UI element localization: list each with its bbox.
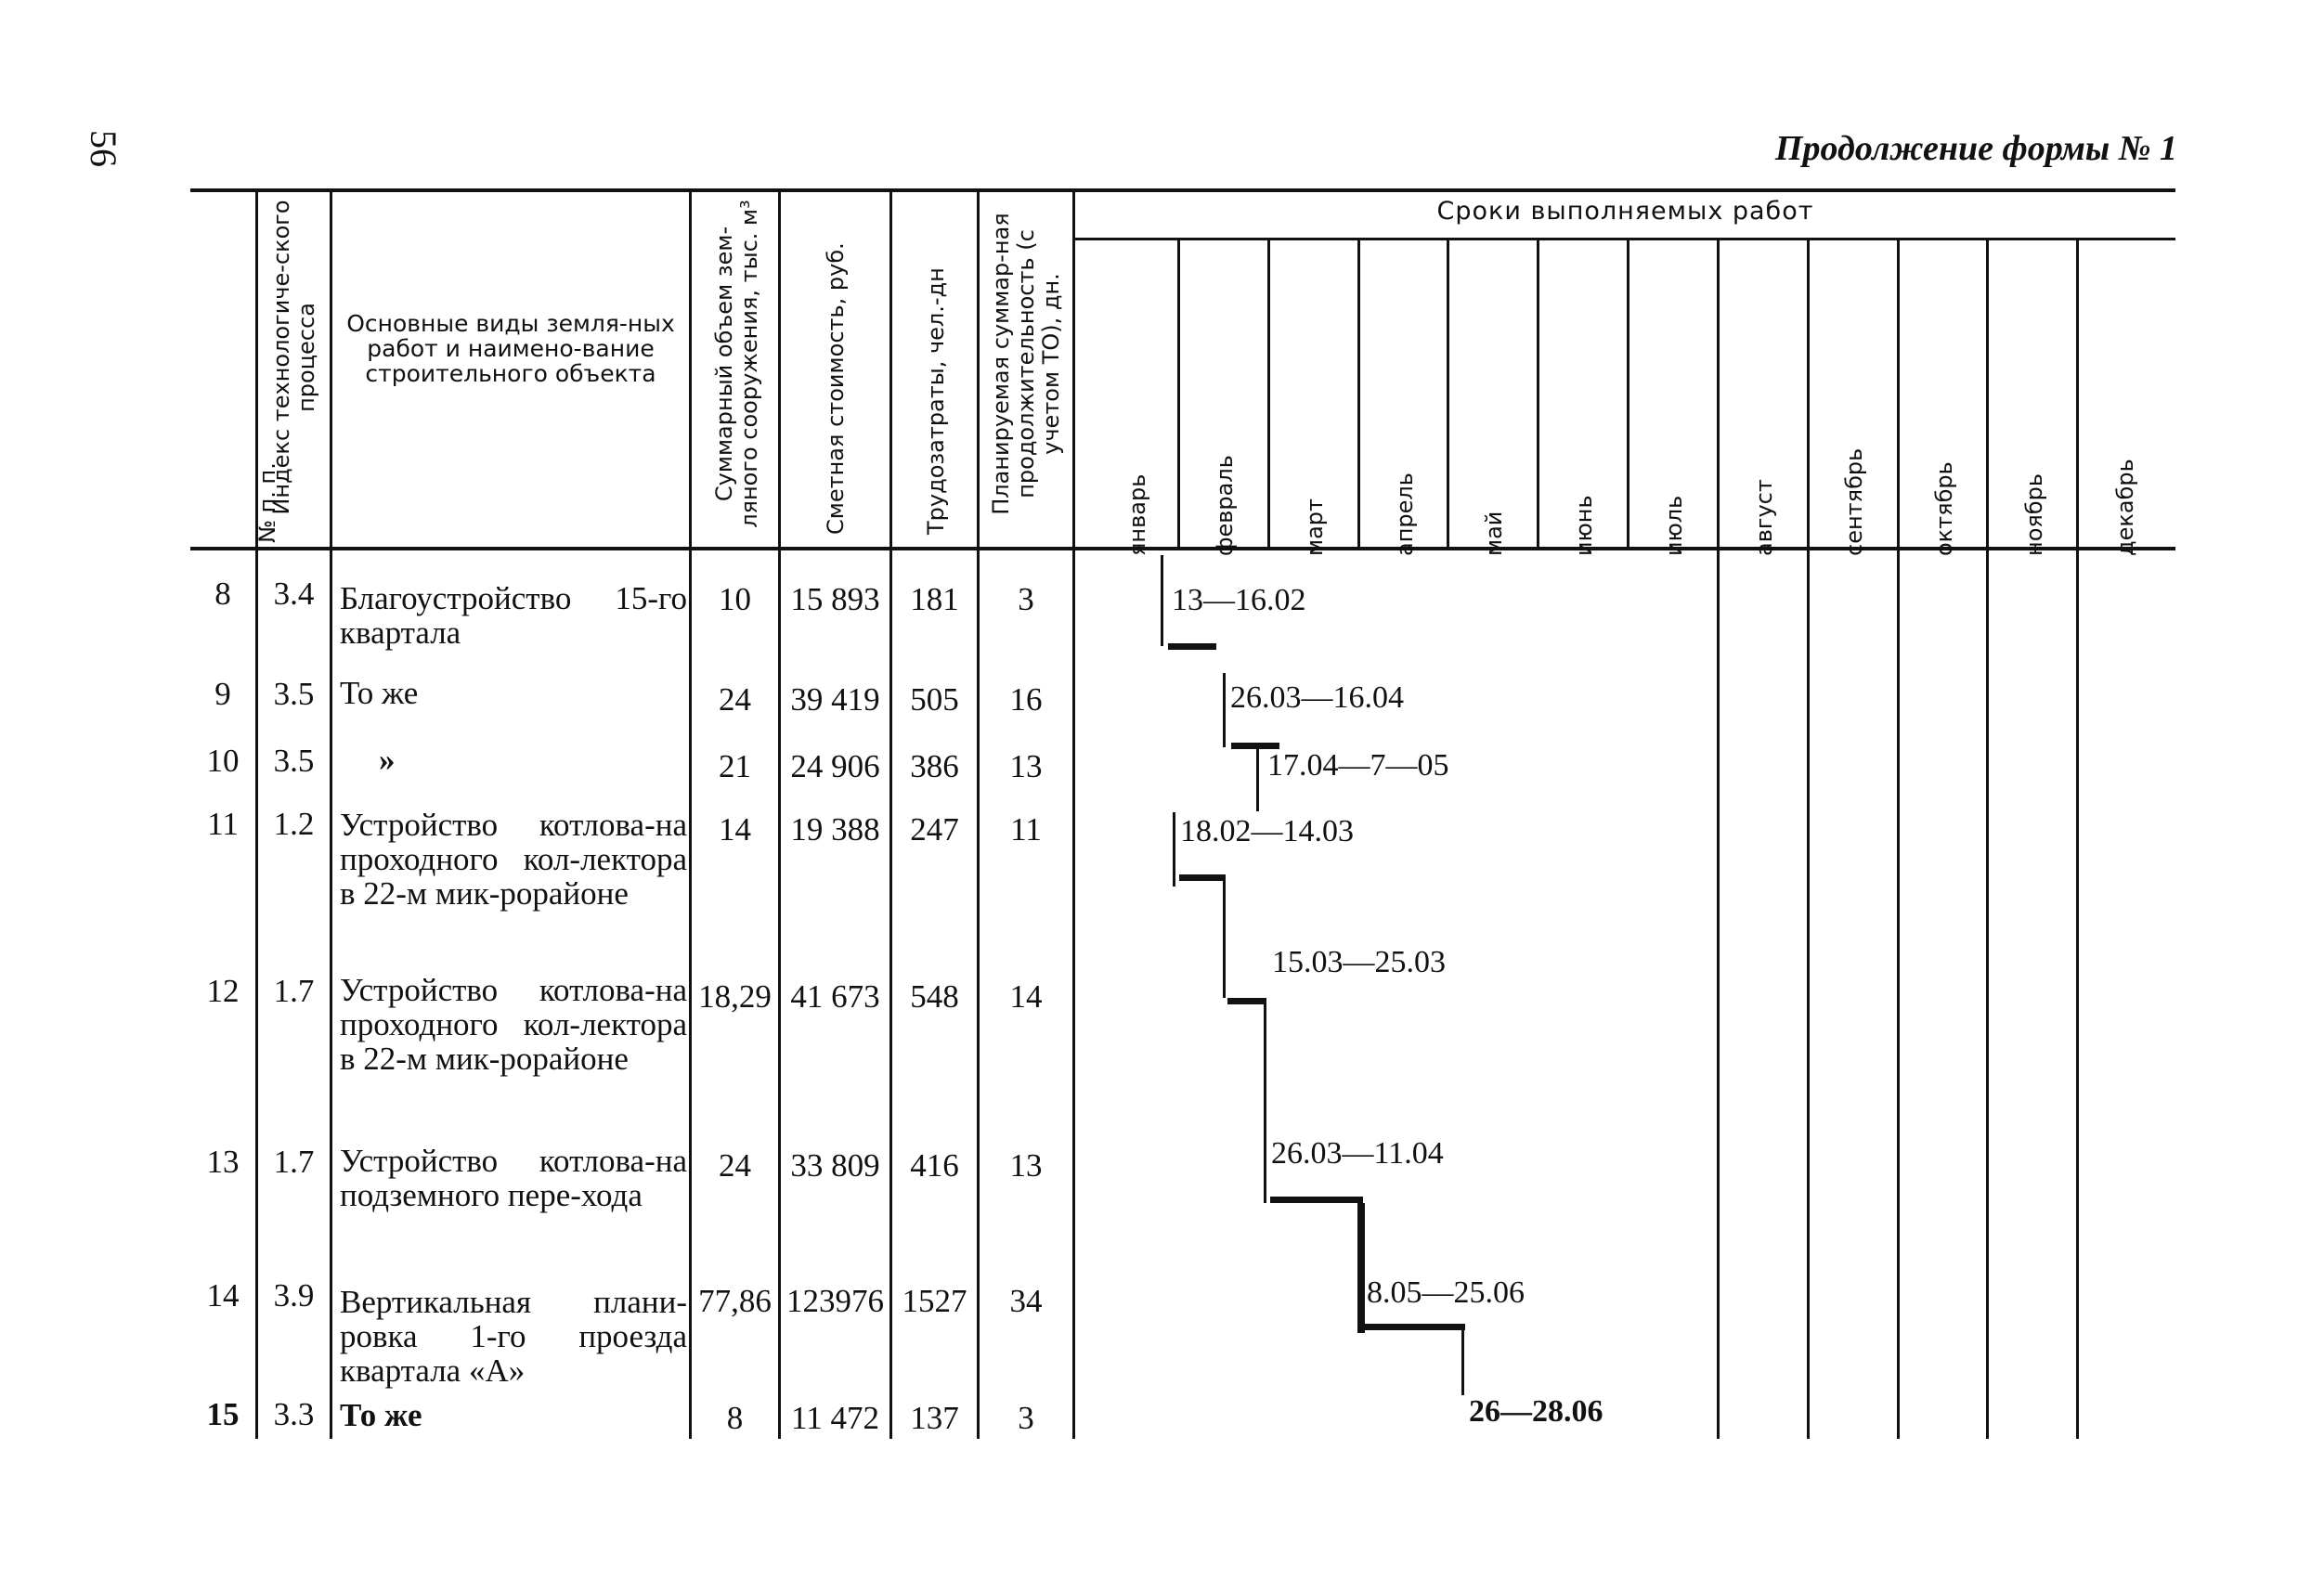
gantt-bar: [1179, 874, 1226, 881]
row-cost: 15 893: [790, 581, 880, 617]
gantt-bar: [1357, 1203, 1365, 1333]
gantt-tick: [1223, 877, 1226, 998]
row-num: 8: [214, 576, 231, 612]
row-labor: 1527: [902, 1283, 967, 1319]
gantt-period-label: 8.05—25.06: [1367, 1275, 1525, 1310]
month-divider: [1537, 239, 1539, 549]
row-description: То же: [340, 1397, 422, 1433]
header-num: № п. п.: [253, 462, 280, 543]
row-num: 13: [206, 1144, 240, 1180]
row-index: 1.7: [273, 1144, 315, 1180]
row-volume: 24: [719, 1147, 751, 1184]
row-description: Устройство котлова-на подземного пере-хода: [340, 1143, 687, 1213]
row-days: 11: [1010, 811, 1042, 848]
row-volume: 14: [719, 811, 751, 848]
continuation-title: Продолжение формы № 1: [1774, 129, 2177, 168]
row-num: 15: [206, 1396, 240, 1432]
gantt-period-label: 26—28.06: [1469, 1394, 1603, 1429]
row-cost: 24 906: [790, 748, 880, 784]
row-labor: 386: [910, 748, 959, 784]
row-description: Вертикальная плани-ровка 1-го проезда квартала «А»: [340, 1284, 687, 1389]
row-days: 13: [1009, 1147, 1043, 1184]
row-cost: 41 673: [790, 978, 880, 1015]
gantt-tick: [1161, 555, 1163, 646]
gantt-period-label: 18.02—14.03: [1180, 814, 1354, 848]
month-label: декабрь: [2112, 459, 2138, 556]
row-labor: 181: [910, 581, 959, 617]
row-days: 13: [1009, 748, 1043, 784]
month-divider: [1267, 239, 1270, 549]
row-labor: 505: [910, 681, 959, 718]
col-divider: [330, 190, 332, 1439]
row-description: Благоустройство 15-го квартала: [340, 580, 687, 651]
header-duration: Планируемая суммар-ная продолжительность (с учетом ТО), дн.: [987, 213, 1064, 515]
gantt-bar: [1168, 643, 1216, 650]
row-num: 11: [207, 806, 239, 842]
row-volume: 18,29: [698, 978, 772, 1015]
page-number: 56: [83, 130, 124, 167]
header-schedule: Сроки выполняемых работ: [1436, 197, 1814, 226]
row-labor: 548: [910, 978, 959, 1015]
row-description: Устройство котлова-на проходного кол-лектора в 22-м мик-рорайоне: [340, 807, 687, 912]
month-divider: [1807, 239, 1810, 1439]
month-divider: [1627, 239, 1629, 549]
table-top-rule: [190, 188, 2175, 192]
month-label: июль: [1661, 495, 1687, 556]
row-labor: 416: [910, 1147, 959, 1184]
gantt-tick: [1173, 812, 1175, 887]
row-index: 3.3: [273, 1396, 315, 1432]
month-label: октябрь: [1931, 461, 1957, 556]
header-cost: Сметная стоимость, руб.: [822, 242, 849, 535]
row-index: 1.2: [273, 806, 315, 842]
gantt-period-label: 26.03—16.04: [1230, 680, 1404, 715]
row-num: 14: [206, 1277, 240, 1314]
gantt-period-label: 17.04—7—05: [1267, 748, 1449, 783]
month-divider: [1357, 239, 1360, 549]
row-index: 3.5: [273, 743, 315, 779]
gantt-period-label: 15.03—25.03: [1272, 945, 1446, 979]
row-cost: 33 809: [790, 1147, 880, 1184]
gantt-period-label: 26.03—11.04: [1271, 1136, 1444, 1171]
header-labor: Трудозатраты, чел.-дн: [922, 267, 949, 535]
row-volume: 8: [726, 1400, 744, 1436]
month-label: февраль: [1212, 455, 1238, 556]
row-num: 10: [206, 743, 240, 779]
header-index: Индекс технологиче-ского процесса: [268, 200, 319, 515]
month-label: июнь: [1571, 495, 1597, 556]
gantt-period-label: 13—16.02: [1172, 583, 1306, 617]
row-description: »: [379, 742, 396, 778]
row-index: 3.9: [273, 1277, 315, 1314]
row-days: 14: [1009, 978, 1043, 1015]
month-divider: [1447, 239, 1449, 549]
row-volume: 10: [719, 581, 751, 617]
row-description: Устройство котлова-на проходного кол-лектора в 22-м мик-рорайоне: [340, 972, 687, 1077]
row-cost: 19 388: [790, 811, 880, 848]
row-volume: 24: [719, 681, 751, 718]
row-days: 3: [1018, 581, 1034, 617]
gantt-bar: [1361, 1324, 1465, 1330]
row-volume: 21: [719, 748, 751, 784]
gantt-bar: [1227, 998, 1266, 1004]
row-days: 16: [1009, 681, 1043, 718]
month-label: август: [1751, 479, 1777, 556]
month-divider: [1986, 239, 1989, 1439]
row-index: 3.5: [273, 676, 315, 712]
row-index: 1.7: [273, 973, 315, 1009]
row-days: 3: [1018, 1400, 1034, 1436]
row-num: 12: [206, 973, 240, 1009]
row-volume: 77,86: [698, 1283, 772, 1319]
month-label: ноябрь: [2021, 473, 2047, 556]
row-index: 3.4: [273, 576, 315, 612]
row-description: То же: [340, 675, 419, 711]
month-label: сентябрь: [1841, 447, 1867, 556]
month-label: март: [1302, 498, 1328, 556]
row-labor: 247: [910, 811, 959, 848]
month-divider: [1717, 239, 1720, 1439]
month-label: май: [1481, 511, 1507, 556]
gantt-tick: [1264, 1001, 1266, 1203]
month-label: январь: [1124, 473, 1150, 556]
gantt-tick: [1256, 748, 1259, 811]
gantt-tick: [1461, 1330, 1464, 1395]
month-divider: [1897, 239, 1900, 1439]
row-labor: 137: [910, 1400, 959, 1436]
month-divider: [2076, 239, 2079, 1439]
gantt-bar: [1270, 1197, 1363, 1203]
row-cost: 39 419: [790, 681, 880, 718]
schedule-header-rule: [1075, 238, 2175, 240]
header-desc: Основные виды земля-ных работ и наимено-вание строительного объекта: [346, 310, 675, 387]
month-label: апрель: [1392, 472, 1418, 556]
row-cost: 11 472: [791, 1400, 879, 1436]
month-divider: [1177, 239, 1180, 549]
col-divider: [1072, 190, 1075, 1439]
row-days: 34: [1009, 1283, 1043, 1319]
gantt-tick: [1223, 673, 1226, 747]
row-cost: 123976: [786, 1283, 884, 1319]
row-num: 9: [214, 676, 231, 712]
header-volume: Суммарный объем зем-ляного сооружения, тыс. м³: [711, 200, 762, 528]
